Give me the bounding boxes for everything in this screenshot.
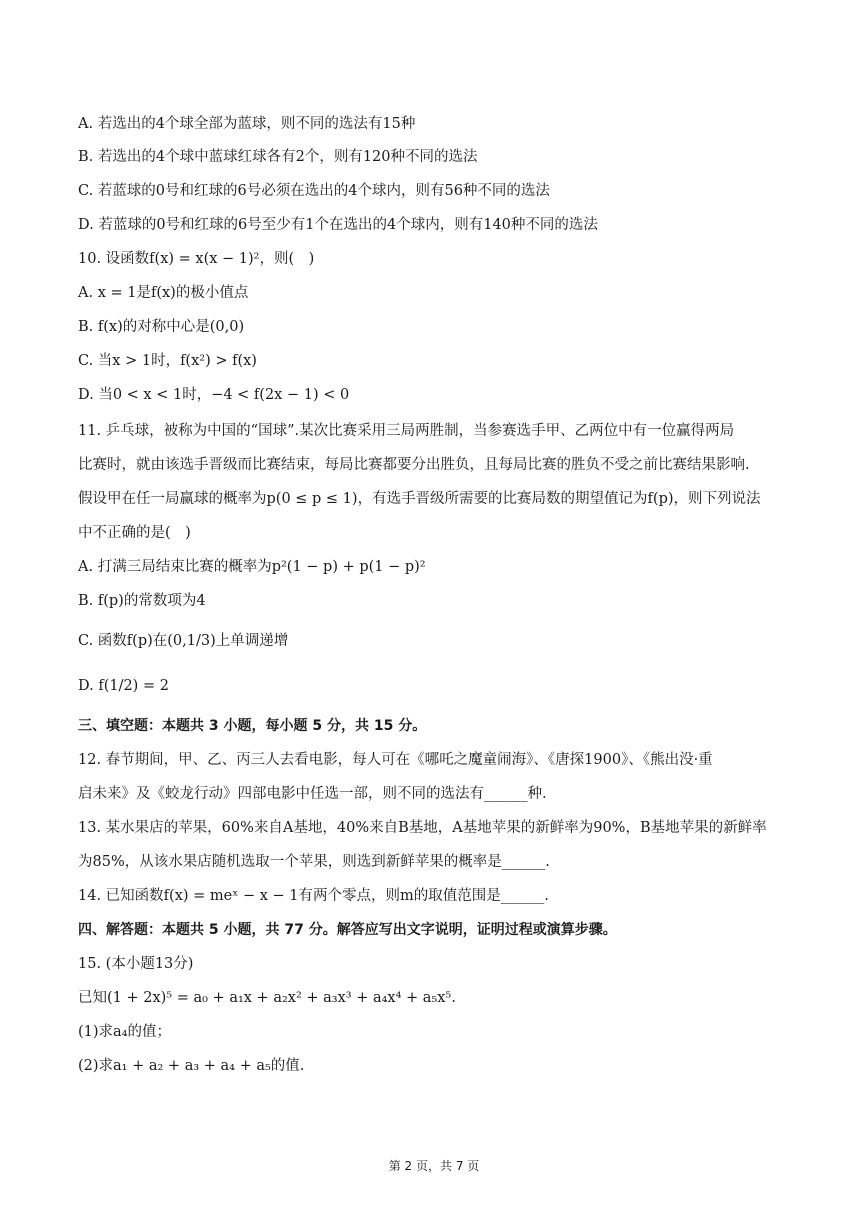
q9-option-c: C. 若蓝球的0号和红球的6号必须在选出的4个球内，则有56种不同的选法: [78, 183, 550, 199]
q11-option-a: A. 打满三局结束比赛的概率为p²(1 − p) + p(1 − p)²: [78, 559, 426, 575]
section-heading-answer: 四、解答题：本题共 5 小题，共 77 分。解答应写出文字说明，证明过程或演算步骤。: [78, 922, 617, 938]
q10-stem: 10. 设函数f(x) = x(x − 1)²，则( ): [78, 251, 315, 267]
q10-option-c: C. 当x > 1时，f(x²) > f(x): [78, 353, 257, 369]
q15-given: 已知(1 + 2x)⁵ = a₀ + a₁x + a₂x² + a₃x³ + a₄x⁴ + a₅x⁵.: [78, 990, 456, 1006]
q11-option-b: B. f(p)的常数项为4: [78, 593, 206, 609]
q13-line2: 为85%，从该水果店随机选取一个苹果，则选到新鲜苹果的概率是______.: [78, 854, 550, 870]
q11-option-c: C. 函数f(p)在(0,1/3)上单调递增: [78, 633, 289, 649]
q12-line1: 12. 春节期间，甲、乙、丙三人去看电影，每人可在《哪吒之魔童闹海》、《唐探1900》、《熊出没·重: [78, 752, 713, 768]
q11-stem-line4: 中不正确的是( ): [78, 525, 191, 541]
q11-stem-line1: 11. 乒乓球，被称为中国的“国球”.某次比赛采用三局两胜制，当参赛选手甲、乙两位中有一位赢得两局: [78, 423, 735, 439]
q10-option-d: D. 当0 < x < 1时，−4 < f(2x − 1) < 0: [78, 387, 350, 403]
q15-title: 15. (本小题13分): [78, 956, 194, 972]
q15-part2: (2)求a₁ + a₂ + a₃ + a₄ + a₅的值.: [78, 1058, 305, 1074]
page-footer: 第 2 页，共 7 页: [388, 1159, 480, 1173]
q12-line2: 启未来》及《蛟龙行动》四部电影中任选一部，则不同的选法有______种.: [78, 786, 547, 802]
q10-option-b: B. f(x)的对称中心是(0,0): [78, 319, 245, 335]
q10-option-a: A. x = 1是f(x)的极小值点: [78, 285, 249, 301]
q9-option-b: B. 若选出的4个球中蓝球红球各有2个，则有120种不同的选法: [78, 149, 478, 165]
q14: 14. 已知函数f(x) = meˣ − x − 1有两个零点，则m的取值范围是______.: [78, 888, 549, 904]
q11-option-d: D. f(1/2) = 2: [78, 678, 169, 694]
q11-stem-line3: 假设甲在任一局赢球的概率为p(0 ≤ p ≤ 1)，有选手晋级所需要的比赛局数的期望值记为f(p)，则下列说法: [78, 491, 761, 507]
q9-option-a: A. 若选出的4个球全部为蓝球，则不同的选法有15种: [78, 116, 416, 132]
q11-stem-line2: 比赛时，就由该选手晋级而比赛结束，每局比赛都要分出胜负，且每局比赛的胜负不受之前比赛结果影响.: [78, 457, 750, 473]
q15-part1: (1)求a₄的值；: [78, 1024, 171, 1040]
section-heading-fill-in: 三、填空题：本题共 3 小题，每小题 5 分，共 15 分。: [78, 718, 427, 734]
q13-line1: 13. 某水果店的苹果，60%来自A基地，40%来自B基地，A基地苹果的新鲜率为90%，B基地苹果的新鲜率: [78, 820, 767, 836]
q9-option-d: D. 若蓝球的0号和红球的6号至少有1个在选出的4个球内，则有140种不同的选法: [78, 217, 598, 233]
